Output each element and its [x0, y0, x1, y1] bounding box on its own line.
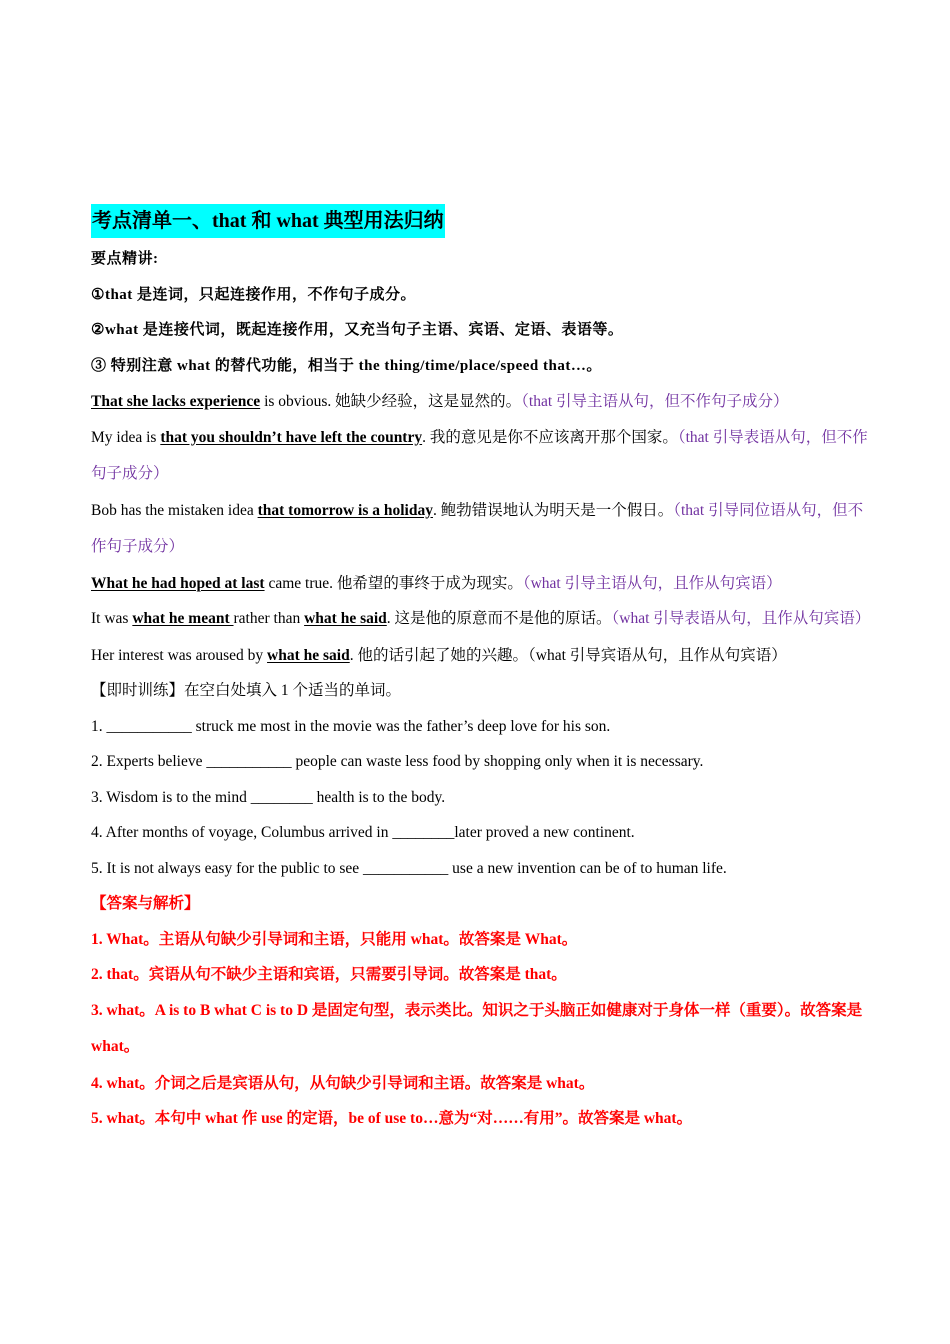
section-title: 考点清单一、that 和 what 典型用法归纳	[91, 204, 445, 238]
key-point-1: ①that 是连词，只起连接作用，不作句子成分。	[91, 286, 417, 303]
answer-4: 4. what。介词之后是宾语从句，从句缺少引导词和主语。故答案是 what。	[91, 1074, 595, 1092]
example-6-clause: what he said	[267, 646, 350, 664]
example-3-clause: that tomorrow is a holiday	[257, 501, 433, 519]
practice-item-3: 3. Wisdom is to the mind ________ health is to the body.	[91, 788, 446, 806]
example-4-note: （what 引导主语从句，且作从句宾语）	[522, 574, 782, 592]
key-point-3: ③ 特别注意 what 的替代功能，相当于 the thing/time/place/speed that…。	[91, 357, 602, 374]
example-3-note: （that 引导同位语从句，但不作句子成分）	[91, 501, 864, 555]
example-1-note: （that 引导主语从句，但不作句子成分）	[521, 393, 789, 410]
answer-3: 3. what。A is to B what C is to D 是固定句型，表示类比。知识之于头脑正如健康对于身体一样（重要）。故答案是 what。	[91, 1001, 863, 1055]
example-1: That she lacks experience is obvious. 她缺少经验，这是显然的。（that 引导主语从句，但不作句子成分）	[91, 393, 789, 410]
practice-heading: 【即时训练】在空白处填入 1 个适当的单词。	[91, 682, 402, 699]
example-2-note: （that 引导表语从句，但不作句子成分）	[91, 428, 868, 482]
example-5-note: （what 引导表语从句，且作从句宾语）	[611, 610, 871, 627]
key-point-2: ②what 是连接代词，既起连接作用，又充当句子主语、宾语、定语、表语等。	[91, 322, 624, 338]
example-6-note: （what 引导宾语从句，且作从句宾语）	[528, 646, 787, 664]
section-title-row	[91, 204, 871, 238]
practice-item-1: 1. ___________ struck me most in the movie was the father’s deep love for his son.	[91, 717, 611, 735]
practice-item-2: 2. Experts believe ___________ people can waste less food by shopping only when it is necessary.	[91, 753, 704, 770]
answer-1: 1. What。主语从句缺少引导词和主语，只能用 what。故答案是 What。	[91, 930, 578, 948]
document-body	[91, 204, 871, 1137]
practice-item-5: 5. It is not always easy for the public to see ___________ use a new invention can be of to human life.	[91, 859, 727, 877]
example-2-clause: that you shouldn’t have left the country	[160, 428, 423, 446]
example-2: My idea is that you shouldn’t have left the country. 我的意见是你不应该离开那个国家。（that 引导表语从句，但不作句子成分）	[91, 428, 868, 482]
example-6: Her interest was aroused by what he said. 他的话引起了她的兴趣。（what 引导宾语从句，且作从句宾语）	[91, 646, 787, 664]
example-4: What he had hoped at last came true. 他希望的事终于成为现实。（what 引导主语从句，且作从句宾语）	[91, 574, 782, 592]
answer-5: 5. what。本句中 what 作 use 的定语，be of use to…意为“对……有用”。故答案是 what。	[91, 1110, 693, 1127]
answer-2: 2. that。宾语从句不缺少主语和宾语，只需要引导词。故答案是 that。	[91, 966, 567, 983]
example-5-clause-a: what he meant	[132, 610, 234, 627]
example-4-clause: What he had hoped at last	[91, 574, 265, 592]
example-3: Bob has the mistaken idea that tomorrow is a holiday. 鲍勃错误地认为明天是一个假日。（that 引导同位语从句，但不作句子成分）	[91, 501, 864, 555]
example-5-clause-b: what he said	[304, 610, 387, 627]
example-1-clause: That she lacks experience	[91, 393, 261, 410]
practice-item-4: 4. After months of voyage, Columbus arrived in ________later proved a new continent.	[91, 824, 635, 841]
key-points-heading: 要点精讲:	[91, 251, 159, 267]
example-5: It was what he meant rather than what he said. 这是他的原意而不是他的原话。（what 引导表语从句，且作从句宾语）	[91, 610, 871, 627]
answers-heading: 【答案与解析】	[91, 895, 200, 912]
